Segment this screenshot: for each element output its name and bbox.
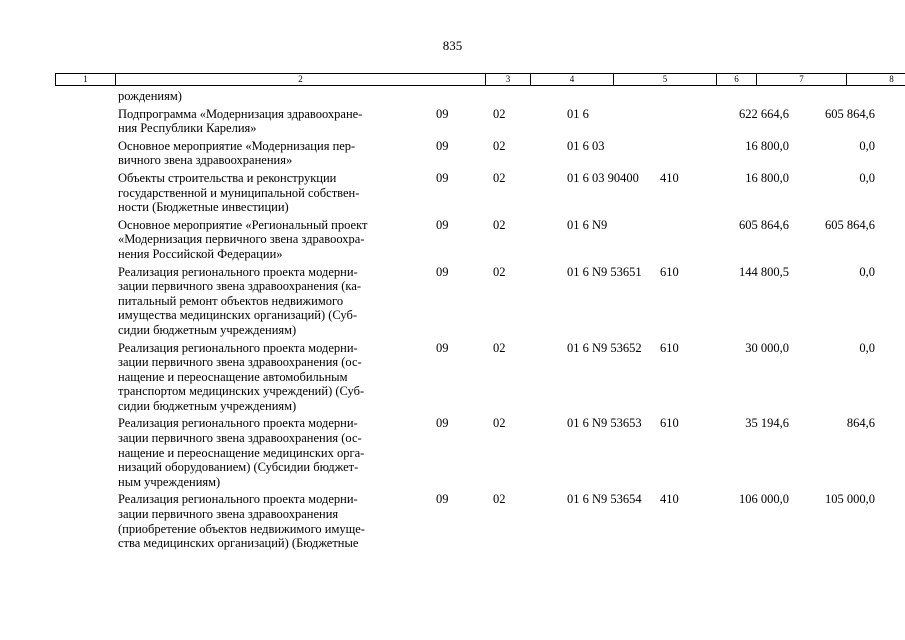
table-row xyxy=(55,492,905,550)
cell-section xyxy=(430,89,478,104)
cell-name: Объекты строительства и реконструкции государственной и муниципальной собствен- ности (Бюджетные инвестиции) xyxy=(118,170,360,215)
cell-amount-2: 0,0 xyxy=(859,138,875,153)
cell-empty xyxy=(55,218,118,262)
cell-name: Реализация регионального проекта модерни- зации первичного звена здравоохранения (ос- нащение и переоснащение медицинских орга- низаций оборудованием) (Субсидии бюджет- ным учреждениям) xyxy=(118,416,365,489)
table-row xyxy=(55,416,905,489)
cell-name: Реализация регионального проекта модерни- зации первичного звена здравоохранения (приобретение объектов недвижимого имуще- ства медицинских организаций) (Бюджетные xyxy=(118,492,365,551)
cell-amount-2: 0,0 xyxy=(859,170,875,185)
cell-amount-2: 605 864,6 xyxy=(825,106,875,121)
cell-section: 09 xyxy=(436,217,449,232)
cell-amount-2: 0,0 xyxy=(859,340,875,355)
table-row xyxy=(55,171,905,215)
cell-name: Реализация регионального проекта модерни- зации первичного звена здравоохранения (ос- нащение и переоснащение автомобильным транспортом медицинских учреждений) (Суб- сидии бюджетным учреждениям) xyxy=(118,340,365,413)
column-header-1: 1 xyxy=(56,74,116,85)
cell-empty xyxy=(55,139,118,168)
cell-subsection xyxy=(478,89,556,104)
cell-target-article: 01 6 03 90400 xyxy=(567,170,639,185)
cell-empty xyxy=(55,107,118,136)
cell-subsection: 02 xyxy=(493,106,506,121)
page-number: 835 xyxy=(442,38,463,53)
cell-target-article: 01 6 N9 53654 xyxy=(567,492,642,507)
cell-target-article: 01 6 N9 53653 xyxy=(567,416,642,431)
cell-amount-2: 605 864,6 xyxy=(825,217,875,232)
cell-empty xyxy=(55,265,118,338)
cell-name: Основное мероприятие «Модернизация пер- вичного звена здравоохранения» xyxy=(118,138,356,168)
column-header-6: 6 xyxy=(717,74,757,85)
column-header-3: 3 xyxy=(486,74,531,85)
cell-expense-type: 610 xyxy=(660,340,679,355)
table-row xyxy=(55,139,905,168)
column-header-4: 4 xyxy=(531,74,614,85)
cell-section: 09 xyxy=(436,264,449,279)
cell-amount-2: 105 000,0 xyxy=(825,492,875,507)
cell-expense-type: 610 xyxy=(660,416,679,431)
cell-expense-type: 410 xyxy=(660,170,679,185)
cell-amount-1: 622 664,6 xyxy=(739,106,789,121)
cell-subsection: 02 xyxy=(493,416,506,431)
cell-subsection: 02 xyxy=(493,340,506,355)
cell-empty xyxy=(55,341,118,414)
column-header-8: 8 xyxy=(889,74,894,84)
cell-name: рождениям) xyxy=(118,89,182,103)
cell-name: Реализация регионального проекта модерни- зации первичного звена здравоохранения (ка- питальный ремонт объектов недвижимого имущества медицинских организаций) (Суб- сидии бюджетным учреждениям) xyxy=(118,264,362,337)
cell-empty xyxy=(55,171,118,215)
cell-expense-type: 610 xyxy=(660,264,679,279)
cell-amount-2 xyxy=(789,89,875,104)
cell-section: 09 xyxy=(436,170,449,185)
cell-section: 09 xyxy=(436,340,449,355)
column-header-2: 2 xyxy=(116,74,486,85)
cell-empty xyxy=(55,492,118,550)
cell-amount-1 xyxy=(709,89,789,104)
cell-empty xyxy=(55,89,118,104)
cell-target-article: 01 6 N9 53651 xyxy=(567,264,642,279)
cell-amount-2: 864,6 xyxy=(846,416,875,431)
cell-target-article: 01 6 xyxy=(567,106,589,121)
cell-amount-1: 35 194,6 xyxy=(745,416,789,431)
cell-expense-type xyxy=(660,89,709,104)
table-row xyxy=(55,89,905,104)
cell-expense-type xyxy=(660,139,709,168)
table-row xyxy=(55,218,905,262)
column-header-7: 7 xyxy=(757,74,847,85)
cell-amount-1: 106 000,0 xyxy=(739,492,789,507)
table-body xyxy=(55,89,905,554)
cell-amount-1: 16 800,0 xyxy=(745,170,789,185)
cell-subsection: 02 xyxy=(493,138,506,153)
table-row xyxy=(55,265,905,338)
cell-name: Подпрограмма «Модернизация здравоохране- ния Республики Карелия» xyxy=(118,106,363,136)
cell-subsection: 02 xyxy=(493,217,506,232)
cell-amount-1: 605 864,6 xyxy=(739,217,789,232)
cell-name: Основное мероприятие «Региональный проект «Модернизация первичного звена здравоохра- нения Российской Федерации» xyxy=(118,217,368,261)
table-row xyxy=(55,341,905,414)
cell-section: 09 xyxy=(436,416,449,431)
cell-target-article: 01 6 03 xyxy=(567,138,605,153)
table-header xyxy=(55,73,905,86)
cell-amount-1: 16 800,0 xyxy=(745,138,789,153)
cell-subsection: 02 xyxy=(493,264,506,279)
cell-target-article xyxy=(556,89,660,104)
table-row xyxy=(55,107,905,136)
cell-empty xyxy=(55,416,118,489)
cell-amount-1: 30 000,0 xyxy=(745,340,789,355)
cell-subsection: 02 xyxy=(493,170,506,185)
cell-target-article: 01 6 N9 xyxy=(567,217,608,232)
cell-amount-2: 0,0 xyxy=(859,264,875,279)
cell-section: 09 xyxy=(436,138,449,153)
cell-subsection: 02 xyxy=(493,492,506,507)
cell-section: 09 xyxy=(436,106,449,121)
cell-expense-type: 410 xyxy=(660,492,679,507)
cell-target-article: 01 6 N9 53652 xyxy=(567,340,642,355)
cell-expense-type xyxy=(660,218,709,262)
cell-amount-1: 144 800,5 xyxy=(739,264,789,279)
column-header-5: 5 xyxy=(614,74,717,85)
cell-expense-type xyxy=(660,107,709,136)
cell-section: 09 xyxy=(436,492,449,507)
